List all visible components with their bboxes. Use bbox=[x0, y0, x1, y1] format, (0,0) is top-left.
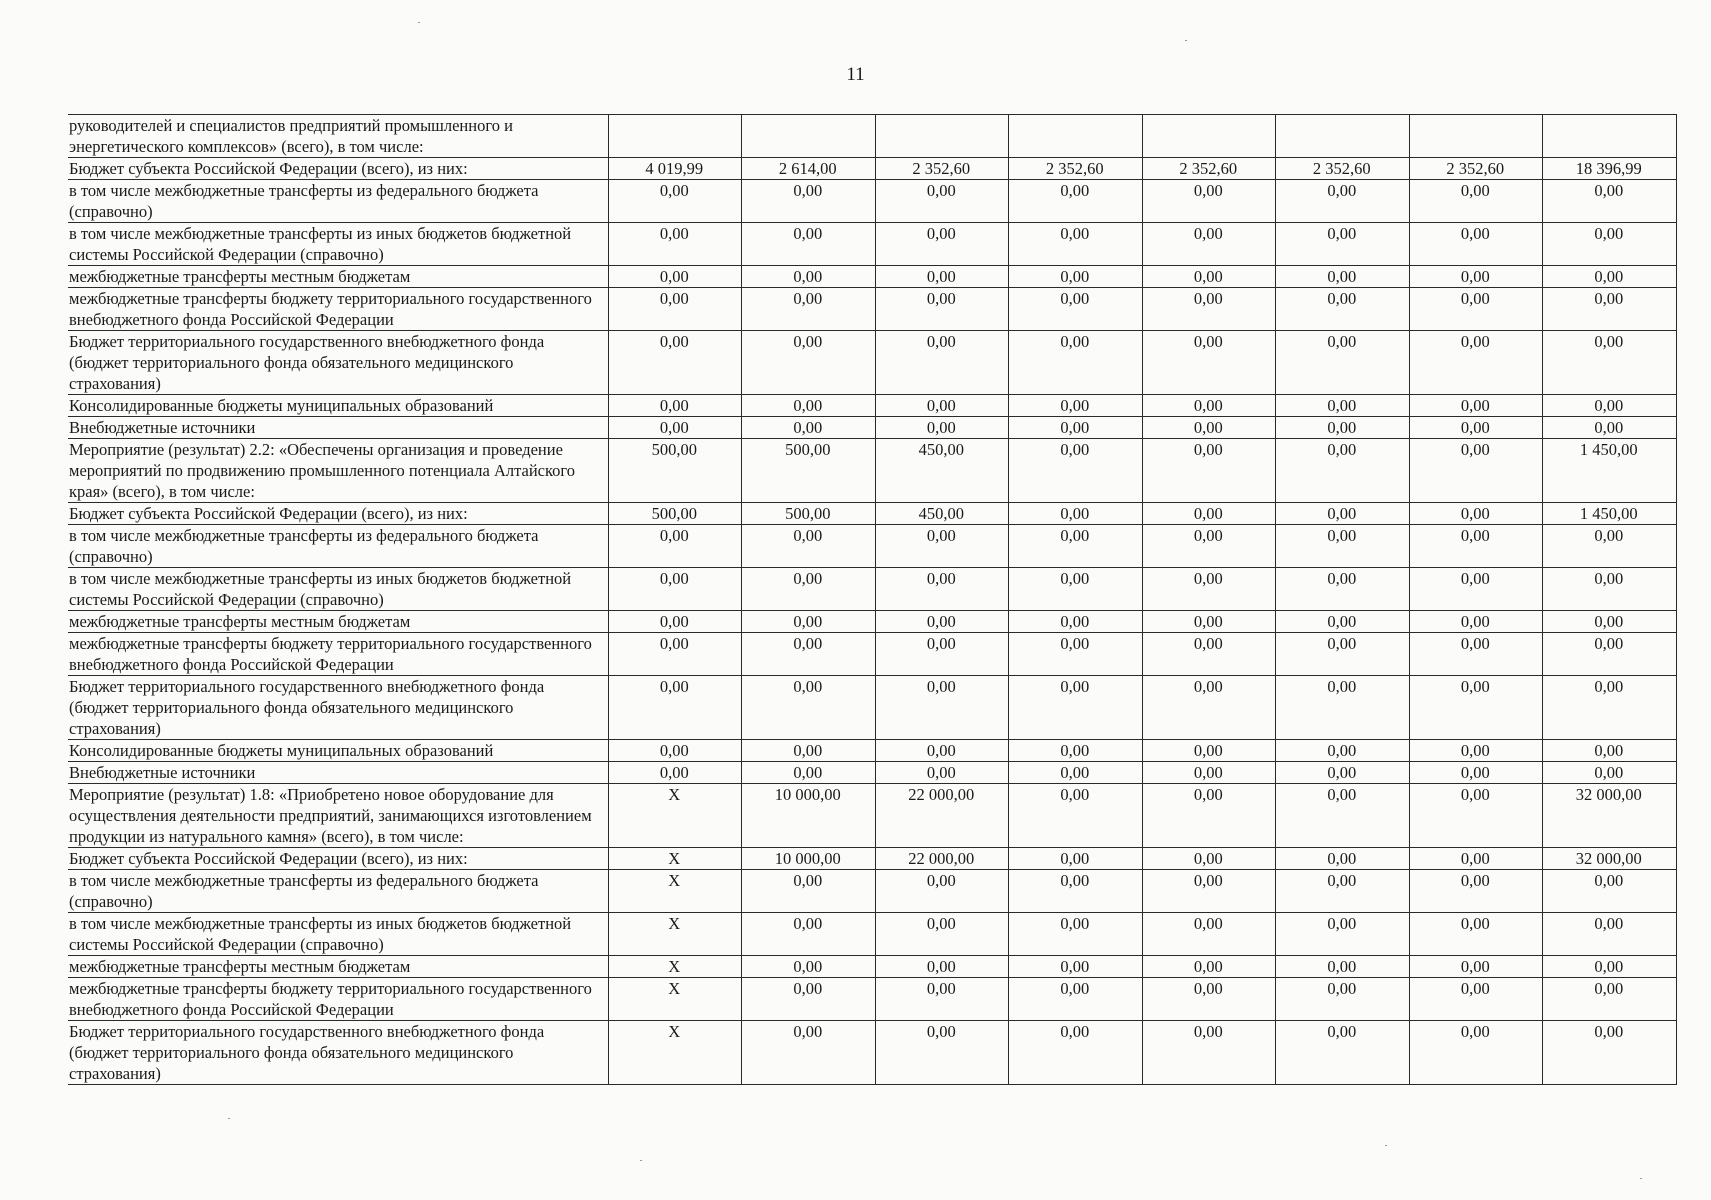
value-cell: 0,00 bbox=[608, 611, 742, 633]
value-cell: 0,00 bbox=[1142, 266, 1276, 288]
value-cell: 0,00 bbox=[1142, 223, 1276, 266]
value-cell: 0,00 bbox=[875, 223, 1009, 266]
value-cell: 0,00 bbox=[1009, 611, 1143, 633]
value-cell: 0,00 bbox=[608, 266, 742, 288]
row-label: Бюджет территориального государственного внебюджетного фонда (бюджет территориального фонда обязательного медицинского страхования) bbox=[68, 1021, 608, 1085]
row-label: в том числе межбюджетные трансферты из иных бюджетов бюджетной системы Российской Федерации (справочно) bbox=[68, 568, 608, 611]
value-cell: 0,00 bbox=[1409, 417, 1543, 439]
value-cell: 2 352,60 bbox=[875, 158, 1009, 180]
table-row bbox=[68, 115, 1676, 158]
row-label: руководителей и специалистов предприятий промышленного и энергетического комплексов» (всего), в том числе: bbox=[68, 115, 608, 158]
value-cell: 0,00 bbox=[1276, 611, 1410, 633]
table-row bbox=[68, 956, 1676, 978]
value-cell: 0,00 bbox=[1009, 633, 1143, 676]
value-cell: 1 450,00 bbox=[1543, 439, 1677, 503]
value-cell: 0,00 bbox=[1543, 417, 1677, 439]
value-cell: 10 000,00 bbox=[742, 784, 876, 848]
value-cell: 2 352,60 bbox=[1276, 158, 1410, 180]
row-label: Внебюджетные источники bbox=[68, 417, 608, 439]
value-cell: 0,00 bbox=[1009, 762, 1143, 784]
value-cell: 0,00 bbox=[742, 611, 876, 633]
value-cell: 0,00 bbox=[1009, 1021, 1143, 1085]
value-cell: 0,00 bbox=[1543, 978, 1677, 1021]
row-label: в том числе межбюджетные трансферты из федерального бюджета (справочно) bbox=[68, 525, 608, 568]
value-cell: 0,00 bbox=[1409, 266, 1543, 288]
value-cell: 0,00 bbox=[742, 740, 876, 762]
table-row bbox=[68, 568, 1676, 611]
value-cell: 0,00 bbox=[1009, 331, 1143, 395]
scan-speck bbox=[1185, 40, 1187, 41]
value-cell: 0,00 bbox=[1276, 331, 1410, 395]
value-cell: 0,00 bbox=[1276, 503, 1410, 525]
value-cell: 0,00 bbox=[742, 288, 876, 331]
value-cell: 0,00 bbox=[608, 417, 742, 439]
value-cell: 0,00 bbox=[1276, 633, 1410, 676]
budget-table bbox=[68, 114, 1677, 1085]
value-cell: 0,00 bbox=[1276, 848, 1410, 870]
value-cell: 0,00 bbox=[1276, 417, 1410, 439]
table-row bbox=[68, 913, 1676, 956]
value-cell: 0,00 bbox=[608, 395, 742, 417]
value-cell: 0,00 bbox=[1409, 633, 1543, 676]
value-cell: 0,00 bbox=[875, 978, 1009, 1021]
value-cell: 0,00 bbox=[875, 180, 1009, 223]
value-cell: 0,00 bbox=[1142, 288, 1276, 331]
value-cell: 0,00 bbox=[608, 568, 742, 611]
value-cell: 0,00 bbox=[875, 568, 1009, 611]
scan-speck bbox=[1385, 1145, 1387, 1146]
table-row bbox=[68, 331, 1676, 395]
value-cell: 0,00 bbox=[742, 676, 876, 740]
row-label: Консолидированные бюджеты муниципальных образований bbox=[68, 395, 608, 417]
value-cell: 0,00 bbox=[1409, 331, 1543, 395]
value-cell: 0,00 bbox=[1409, 848, 1543, 870]
row-label: Мероприятие (результат) 2.2: «Обеспечены организация и проведение мероприятий по продвижению промышленного потенциала Алтайского края» (всего), в том числе: bbox=[68, 439, 608, 503]
value-cell: 0,00 bbox=[1543, 1021, 1677, 1085]
table-row bbox=[68, 676, 1676, 740]
value-cell: 0,00 bbox=[1543, 762, 1677, 784]
table-row bbox=[68, 223, 1676, 266]
value-cell: 0,00 bbox=[1409, 611, 1543, 633]
value-cell: 32 000,00 bbox=[1543, 784, 1677, 848]
value-cell: 0,00 bbox=[1009, 978, 1143, 1021]
table-row bbox=[68, 503, 1676, 525]
value-cell bbox=[1142, 115, 1276, 158]
value-cell: 0,00 bbox=[1142, 417, 1276, 439]
value-cell: 500,00 bbox=[742, 439, 876, 503]
value-cell: 500,00 bbox=[608, 439, 742, 503]
page-number: 11 bbox=[846, 64, 865, 85]
value-cell: 500,00 bbox=[608, 503, 742, 525]
value-cell: 0,00 bbox=[875, 740, 1009, 762]
value-cell: 18 396,99 bbox=[1543, 158, 1677, 180]
row-label: межбюджетные трансферты местным бюджетам bbox=[68, 956, 608, 978]
value-cell: 0,00 bbox=[742, 180, 876, 223]
value-cell: 10 000,00 bbox=[742, 848, 876, 870]
value-cell: 0,00 bbox=[1409, 568, 1543, 611]
value-cell: 0,00 bbox=[1276, 180, 1410, 223]
value-cell: 0,00 bbox=[608, 223, 742, 266]
value-cell: 0,00 bbox=[1009, 503, 1143, 525]
table-row bbox=[68, 417, 1676, 439]
value-cell: 0,00 bbox=[875, 417, 1009, 439]
value-cell: 0,00 bbox=[1142, 611, 1276, 633]
value-cell: 500,00 bbox=[742, 503, 876, 525]
value-cell: 0,00 bbox=[875, 331, 1009, 395]
value-cell: 0,00 bbox=[1409, 784, 1543, 848]
value-cell: 0,00 bbox=[742, 568, 876, 611]
value-cell: 0,00 bbox=[1009, 913, 1143, 956]
value-cell bbox=[875, 115, 1009, 158]
value-cell: 0,00 bbox=[1142, 762, 1276, 784]
value-cell: 0,00 bbox=[742, 266, 876, 288]
row-label: в том числе межбюджетные трансферты из федерального бюджета (справочно) bbox=[68, 180, 608, 223]
value-cell: 0,00 bbox=[1543, 633, 1677, 676]
value-cell: 0,00 bbox=[1142, 395, 1276, 417]
value-cell: 0,00 bbox=[1409, 503, 1543, 525]
value-cell: 0,00 bbox=[1142, 331, 1276, 395]
value-cell: 0,00 bbox=[1276, 1021, 1410, 1085]
value-cell: 0,00 bbox=[1009, 395, 1143, 417]
table-row bbox=[68, 848, 1676, 870]
value-cell: 0,00 bbox=[1276, 870, 1410, 913]
row-label: Внебюджетные источники bbox=[68, 762, 608, 784]
value-cell: 0,00 bbox=[875, 525, 1009, 568]
value-cell: 0,00 bbox=[608, 762, 742, 784]
value-cell: 0,00 bbox=[742, 956, 876, 978]
value-cell: 0,00 bbox=[1142, 503, 1276, 525]
value-cell: 0,00 bbox=[1009, 676, 1143, 740]
value-cell: 0,00 bbox=[742, 762, 876, 784]
value-cell: 0,00 bbox=[1409, 223, 1543, 266]
row-label: в том числе межбюджетные трансферты из федерального бюджета (справочно) bbox=[68, 870, 608, 913]
value-cell bbox=[1276, 115, 1410, 158]
value-cell: 0,00 bbox=[1142, 978, 1276, 1021]
table-row bbox=[68, 439, 1676, 503]
row-label: Бюджет территориального государственного внебюджетного фонда (бюджет территориального фонда обязательного медицинского страхования) bbox=[68, 676, 608, 740]
value-cell: 0,00 bbox=[1009, 870, 1143, 913]
row-label: Бюджет территориального государственного внебюджетного фонда (бюджет территориального фонда обязательного медицинского страхования) bbox=[68, 331, 608, 395]
value-cell: 0,00 bbox=[1409, 288, 1543, 331]
value-cell: 0,00 bbox=[1009, 848, 1143, 870]
row-label: межбюджетные трансферты бюджету территориального государственного внебюджетного фонда Российской Федерации bbox=[68, 633, 608, 676]
value-cell: 0,00 bbox=[875, 633, 1009, 676]
value-cell: 0,00 bbox=[1409, 870, 1543, 913]
row-label: Бюджет субъекта Российской Федерации (всего), из них: bbox=[68, 503, 608, 525]
scan-speck bbox=[228, 1118, 230, 1119]
value-cell: 0,00 bbox=[1142, 956, 1276, 978]
value-cell: 0,00 bbox=[742, 417, 876, 439]
value-cell: 0,00 bbox=[1009, 288, 1143, 331]
value-cell: 0,00 bbox=[1543, 331, 1677, 395]
value-cell: 0,00 bbox=[1009, 439, 1143, 503]
value-cell: 0,00 bbox=[608, 180, 742, 223]
value-cell: 0,00 bbox=[1543, 611, 1677, 633]
value-cell: X bbox=[608, 1021, 742, 1085]
value-cell: 0,00 bbox=[875, 870, 1009, 913]
value-cell: 0,00 bbox=[1543, 870, 1677, 913]
value-cell: 22 000,00 bbox=[875, 848, 1009, 870]
value-cell: 0,00 bbox=[1142, 633, 1276, 676]
value-cell: 0,00 bbox=[742, 395, 876, 417]
value-cell: 0,00 bbox=[742, 913, 876, 956]
row-label: межбюджетные трансферты местным бюджетам bbox=[68, 611, 608, 633]
value-cell: X bbox=[608, 784, 742, 848]
value-cell: 0,00 bbox=[1009, 223, 1143, 266]
value-cell: 0,00 bbox=[608, 288, 742, 331]
scan-speck bbox=[640, 1160, 642, 1161]
value-cell: 0,00 bbox=[1409, 762, 1543, 784]
table-row bbox=[68, 740, 1676, 762]
value-cell: 0,00 bbox=[1409, 180, 1543, 223]
value-cell: 0,00 bbox=[608, 525, 742, 568]
value-cell bbox=[1543, 115, 1677, 158]
row-label: межбюджетные трансферты местным бюджетам bbox=[68, 266, 608, 288]
value-cell: 0,00 bbox=[1409, 439, 1543, 503]
value-cell: 0,00 bbox=[1142, 870, 1276, 913]
table-row bbox=[68, 266, 1676, 288]
value-cell: 0,00 bbox=[1142, 1021, 1276, 1085]
value-cell: 0,00 bbox=[1543, 180, 1677, 223]
value-cell: 0,00 bbox=[742, 978, 876, 1021]
value-cell: X bbox=[608, 913, 742, 956]
value-cell: 0,00 bbox=[1142, 913, 1276, 956]
value-cell: 0,00 bbox=[1276, 568, 1410, 611]
value-cell: 0,00 bbox=[1276, 288, 1410, 331]
value-cell: 0,00 bbox=[1142, 439, 1276, 503]
value-cell: 0,00 bbox=[608, 676, 742, 740]
value-cell: 0,00 bbox=[1276, 913, 1410, 956]
value-cell: 0,00 bbox=[608, 331, 742, 395]
table-row bbox=[68, 288, 1676, 331]
value-cell bbox=[1409, 115, 1543, 158]
row-label: Бюджет субъекта Российской Федерации (всего), из них: bbox=[68, 158, 608, 180]
value-cell: 0,00 bbox=[1276, 223, 1410, 266]
table-row bbox=[68, 180, 1676, 223]
value-cell: 0,00 bbox=[1276, 266, 1410, 288]
value-cell: 0,00 bbox=[1543, 956, 1677, 978]
value-cell: 0,00 bbox=[1142, 180, 1276, 223]
value-cell: 0,00 bbox=[875, 676, 1009, 740]
value-cell: 0,00 bbox=[1543, 913, 1677, 956]
value-cell: 0,00 bbox=[742, 525, 876, 568]
value-cell: 0,00 bbox=[1409, 676, 1543, 740]
value-cell: 0,00 bbox=[1409, 913, 1543, 956]
table-row bbox=[68, 158, 1676, 180]
value-cell: 2 352,60 bbox=[1009, 158, 1143, 180]
value-cell: 0,00 bbox=[1276, 956, 1410, 978]
value-cell: 0,00 bbox=[742, 633, 876, 676]
row-label: Консолидированные бюджеты муниципальных образований bbox=[68, 740, 608, 762]
value-cell: 0,00 bbox=[1543, 525, 1677, 568]
table-row bbox=[68, 525, 1676, 568]
value-cell bbox=[608, 115, 742, 158]
value-cell: 32 000,00 bbox=[1543, 848, 1677, 870]
value-cell: 0,00 bbox=[742, 331, 876, 395]
value-cell: 0,00 bbox=[1142, 848, 1276, 870]
value-cell: 0,00 bbox=[1543, 676, 1677, 740]
table-row bbox=[68, 870, 1676, 913]
value-cell: 0,00 bbox=[1009, 525, 1143, 568]
value-cell: 0,00 bbox=[1543, 266, 1677, 288]
value-cell: 0,00 bbox=[1009, 956, 1143, 978]
value-cell: 0,00 bbox=[875, 762, 1009, 784]
value-cell: 0,00 bbox=[875, 395, 1009, 417]
value-cell bbox=[742, 115, 876, 158]
value-cell: 0,00 bbox=[1142, 568, 1276, 611]
value-cell: 0,00 bbox=[1543, 740, 1677, 762]
table-row bbox=[68, 633, 1676, 676]
table-row bbox=[68, 395, 1676, 417]
table-row bbox=[68, 1021, 1676, 1085]
value-cell: 0,00 bbox=[608, 740, 742, 762]
value-cell: 0,00 bbox=[742, 870, 876, 913]
value-cell: 0,00 bbox=[1009, 266, 1143, 288]
row-label: межбюджетные трансферты бюджету территориального государственного внебюджетного фонда Российской Федерации bbox=[68, 978, 608, 1021]
row-label: в том числе межбюджетные трансферты из иных бюджетов бюджетной системы Российской Федерации (справочно) bbox=[68, 223, 608, 266]
table-body bbox=[68, 115, 1676, 1085]
value-cell: 0,00 bbox=[1409, 978, 1543, 1021]
value-cell: 4 019,99 bbox=[608, 158, 742, 180]
row-label: Мероприятие (результат) 1.8: «Приобретено новое оборудование для осуществления деятельности предприятий, занимающихся изготовлением продукции из натурального камня» (всего), в том числе: bbox=[68, 784, 608, 848]
value-cell: 2 614,00 bbox=[742, 158, 876, 180]
scan-speck bbox=[418, 22, 420, 23]
value-cell: 0,00 bbox=[875, 266, 1009, 288]
value-cell: 0,00 bbox=[1009, 740, 1143, 762]
value-cell: 0,00 bbox=[875, 956, 1009, 978]
value-cell: 0,00 bbox=[1543, 288, 1677, 331]
value-cell: 0,00 bbox=[1276, 978, 1410, 1021]
value-cell: 0,00 bbox=[1009, 568, 1143, 611]
value-cell: 0,00 bbox=[1543, 568, 1677, 611]
value-cell: 0,00 bbox=[1543, 223, 1677, 266]
value-cell: 0,00 bbox=[1142, 676, 1276, 740]
value-cell: 0,00 bbox=[1276, 395, 1410, 417]
value-cell: 0,00 bbox=[1543, 395, 1677, 417]
value-cell: 22 000,00 bbox=[875, 784, 1009, 848]
table-row bbox=[68, 978, 1676, 1021]
value-cell: 450,00 bbox=[875, 503, 1009, 525]
row-label: Бюджет субъекта Российской Федерации (всего), из них: bbox=[68, 848, 608, 870]
value-cell: X bbox=[608, 848, 742, 870]
row-label: межбюджетные трансферты бюджету территориального государственного внебюджетного фонда Российской Федерации bbox=[68, 288, 608, 331]
value-cell: 0,00 bbox=[1142, 784, 1276, 848]
value-cell: 0,00 bbox=[1142, 740, 1276, 762]
value-cell: 450,00 bbox=[875, 439, 1009, 503]
value-cell: 0,00 bbox=[875, 288, 1009, 331]
value-cell: 0,00 bbox=[1142, 525, 1276, 568]
value-cell: 2 352,60 bbox=[1142, 158, 1276, 180]
value-cell: 0,00 bbox=[1409, 956, 1543, 978]
value-cell: 0,00 bbox=[1009, 180, 1143, 223]
value-cell: 0,00 bbox=[742, 1021, 876, 1085]
value-cell: 0,00 bbox=[1276, 439, 1410, 503]
value-cell: 2 352,60 bbox=[1409, 158, 1543, 180]
table-row bbox=[68, 762, 1676, 784]
table-row bbox=[68, 784, 1676, 848]
value-cell: 0,00 bbox=[1409, 525, 1543, 568]
value-cell: 0,00 bbox=[1009, 784, 1143, 848]
value-cell: 0,00 bbox=[1409, 740, 1543, 762]
value-cell: 0,00 bbox=[1276, 676, 1410, 740]
value-cell: 0,00 bbox=[1276, 762, 1410, 784]
value-cell: 0,00 bbox=[875, 1021, 1009, 1085]
value-cell: X bbox=[608, 870, 742, 913]
row-label: в том числе межбюджетные трансферты из иных бюджетов бюджетной системы Российской Федерации (справочно) bbox=[68, 913, 608, 956]
value-cell: 0,00 bbox=[1409, 1021, 1543, 1085]
value-cell: 0,00 bbox=[1409, 395, 1543, 417]
value-cell: 0,00 bbox=[875, 611, 1009, 633]
value-cell: 0,00 bbox=[742, 223, 876, 266]
table-row bbox=[68, 611, 1676, 633]
value-cell: 0,00 bbox=[1009, 417, 1143, 439]
value-cell bbox=[1009, 115, 1143, 158]
value-cell: 0,00 bbox=[875, 913, 1009, 956]
value-cell: X bbox=[608, 956, 742, 978]
value-cell: 0,00 bbox=[608, 633, 742, 676]
value-cell: 0,00 bbox=[1276, 784, 1410, 848]
value-cell: 1 450,00 bbox=[1543, 503, 1677, 525]
value-cell: 0,00 bbox=[1276, 740, 1410, 762]
scan-speck bbox=[1640, 1178, 1642, 1179]
value-cell: 0,00 bbox=[1276, 525, 1410, 568]
value-cell: X bbox=[608, 978, 742, 1021]
